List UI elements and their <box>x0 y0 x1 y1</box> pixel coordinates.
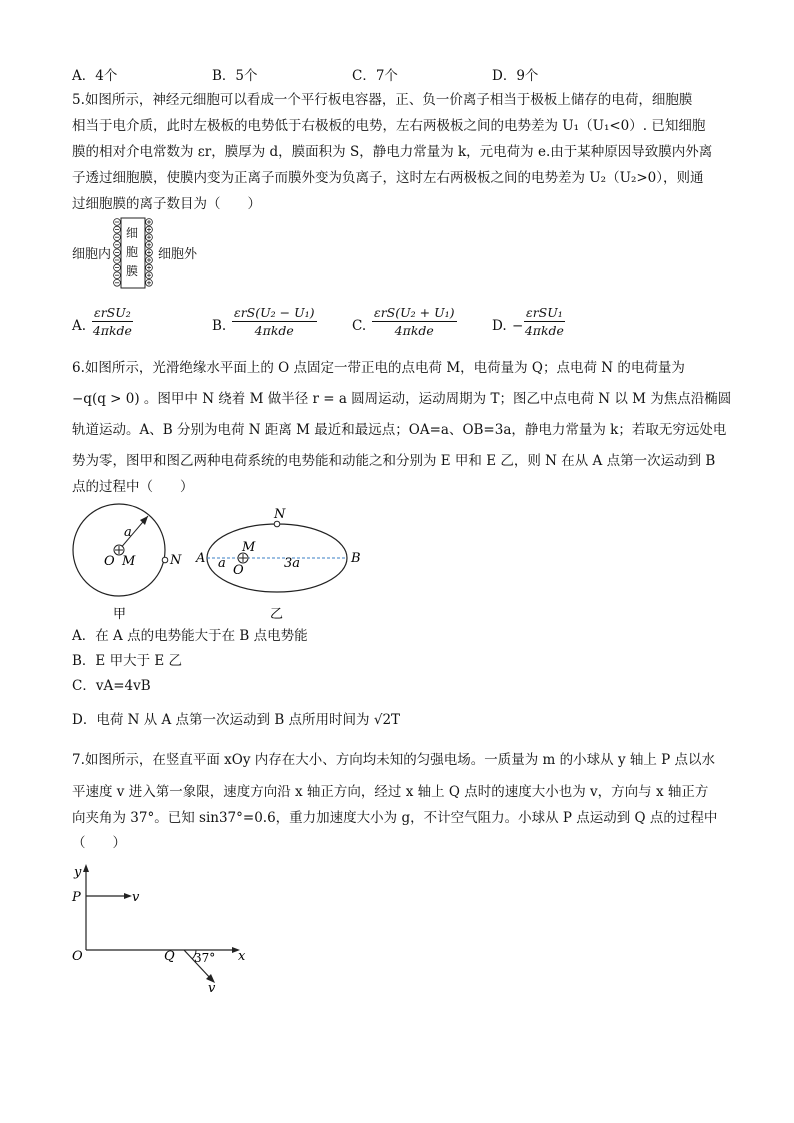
label-n-yi: N <box>274 507 286 522</box>
label-v-p: v <box>132 890 140 905</box>
membrane-char-2: 胞 <box>126 245 139 259</box>
positive-charges <box>146 219 153 287</box>
velocity-arrowhead-p <box>124 893 132 899</box>
q5-option-d-denominator: 4πkde <box>524 323 564 338</box>
label-m: M <box>122 554 136 569</box>
q5-option-b-denominator: 4πkde <box>254 323 294 338</box>
label-a: a <box>124 525 132 540</box>
q5-option-a-fraction <box>92 305 133 338</box>
q5-option-d-minus: − <box>512 318 524 334</box>
figure-yi <box>190 500 370 628</box>
cell-inside-label: 细胞内 <box>72 247 112 262</box>
label-p: P <box>72 890 81 905</box>
q7-line-1: 7.如图所示，在竖直平面 xOy 内存在大小、方向均未知的匀强电场。一质量为 m 的小球从 y 轴上 P 点以水 <box>72 752 716 768</box>
cell-outside-label: 细胞外 <box>158 247 198 262</box>
y-axis-arrowhead <box>83 864 89 872</box>
q7-line-3: 向夹角为 37°。已知 sin37°=0.6，重力加速度大小为 g，不计空气阻力。小球从 P 点运动到 Q 点的过程中 <box>72 810 718 826</box>
q7-line-2: 平速度 v 进入第一象限，速度方向沿 x 轴正方向，经过 x 轴上 Q 点时的速度大小也为 v，方向与 x 轴正方 <box>72 784 709 800</box>
label-y: y <box>74 865 82 880</box>
membrane-char-1: 细 <box>126 226 139 240</box>
q5-line-5: 过细胞膜的离子数目为（ ） <box>72 196 261 212</box>
caption-yi: 乙 <box>270 607 284 622</box>
membrane-char-3: 膜 <box>126 264 139 278</box>
label-b-point: B <box>351 551 361 566</box>
q6-line-1: 6.如图所示，光滑绝缘水平面上的 O 点固定一带正电的点电荷 M，电荷量为 Q；点电荷 N 的电荷量为 <box>72 360 685 376</box>
q5-line-1: 5.如图所示，神经元细胞可以看成一个平行板电容器，正、负一价离子相当于极板上储存的电荷，细胞膜 <box>72 92 693 108</box>
q5-option-c-fraction <box>372 305 457 338</box>
q5-option-d-fraction <box>524 305 565 338</box>
q6-line-3: 轨道运动。A、B 分别为电荷 N 距离 M 最近和最远点；OA=a、OB=3a，静电力常量为 k；若取无穷远处电 <box>72 422 727 438</box>
caption-jia: 甲 <box>113 607 127 622</box>
q5-option-a-letter: A. <box>72 318 87 334</box>
label-a-distance: a <box>218 556 226 571</box>
q6-option-c: C．vA=4vB <box>72 678 151 694</box>
label-x: x <box>238 949 246 964</box>
q5-option-d-numerator: εrSU₁ <box>526 305 563 320</box>
label-q: Q <box>164 949 175 964</box>
q6-option-d: D．电荷 N 从 A 点第一次运动到 B 点所用时间为 √2T <box>72 712 401 728</box>
q5-option-a-denominator: 4πkde <box>92 323 132 338</box>
q5-option-c-numerator: εrS(U₂ + U₁) <box>374 305 455 320</box>
label-3a: 3a <box>284 556 301 571</box>
figure-jia <box>60 500 190 628</box>
q7-line-4: （ ） <box>72 835 126 851</box>
q4-option-c: C．7个 <box>352 68 398 84</box>
q6-line-2: −q(q > 0) 。图甲中 N 绕着 M 做半径 r = a 圆周运动，运动周期为 T；图乙中点电荷 N 以 M 为焦点沿椭圆 <box>72 391 732 407</box>
label-n: N <box>170 553 182 568</box>
label-o-yi: O <box>233 563 244 578</box>
q5-line-4: 子透过细胞膜，使膜内变为正离子而膜外变为负离子，这时左右两极板之间的电势差为 U₂（U₂>0），则通 <box>72 170 704 186</box>
q4-option-d: D．9个 <box>492 68 539 84</box>
label-o: O <box>104 554 115 569</box>
negative-charges <box>114 219 121 287</box>
q6-option-b: B．E 甲大于 E 乙 <box>72 653 183 669</box>
q6-line-5: 点的过程中（ ） <box>72 479 194 495</box>
q5-line-2: 相当于电介质，此时左极板的电势低于右极板的电势，左右两极板之间的电势差为 U₁（U₁<0）. 已知细胞 <box>72 118 706 134</box>
label-m-yi: M <box>242 540 256 555</box>
charge-n-point <box>162 557 168 563</box>
q4-option-b: B．5个 <box>212 68 258 84</box>
q5-option-c-letter: C. <box>352 318 367 334</box>
q7-figure <box>66 858 256 998</box>
q5-option-b-fraction <box>232 305 317 338</box>
q5-option-c-denominator: 4πkde <box>394 323 434 338</box>
q6-option-a: A．在 A 点的电势能大于在 B 点电势能 <box>72 628 308 644</box>
q6-line-4: 势为零，图甲和图乙两种电荷系统的电势能和动能之和分别为 E 甲和 E 乙，则 N 在从 A 点第一次运动到 B <box>72 453 716 469</box>
q5-line-3: 膜的相对介电常数为 εr，膜厚为 d，膜面积为 S，静电力常量为 k，元电荷为 e.由于某种原因导致膜内外离 <box>72 144 713 160</box>
label-o: O <box>72 949 83 964</box>
q5-option-b-numerator: εrS(U₂ − U₁) <box>234 305 315 320</box>
q5-option-a-numerator: εrSU₂ <box>94 305 131 320</box>
label-v-q: v <box>208 981 216 996</box>
label-a-point: A <box>196 551 206 566</box>
label-angle: 37° <box>194 951 216 965</box>
q4-option-a: A．4个 <box>72 68 118 84</box>
q5-option-b-letter: B. <box>212 318 227 334</box>
q5-option-d-letter: D. <box>492 318 507 334</box>
charge-n-point-yi <box>274 521 280 527</box>
